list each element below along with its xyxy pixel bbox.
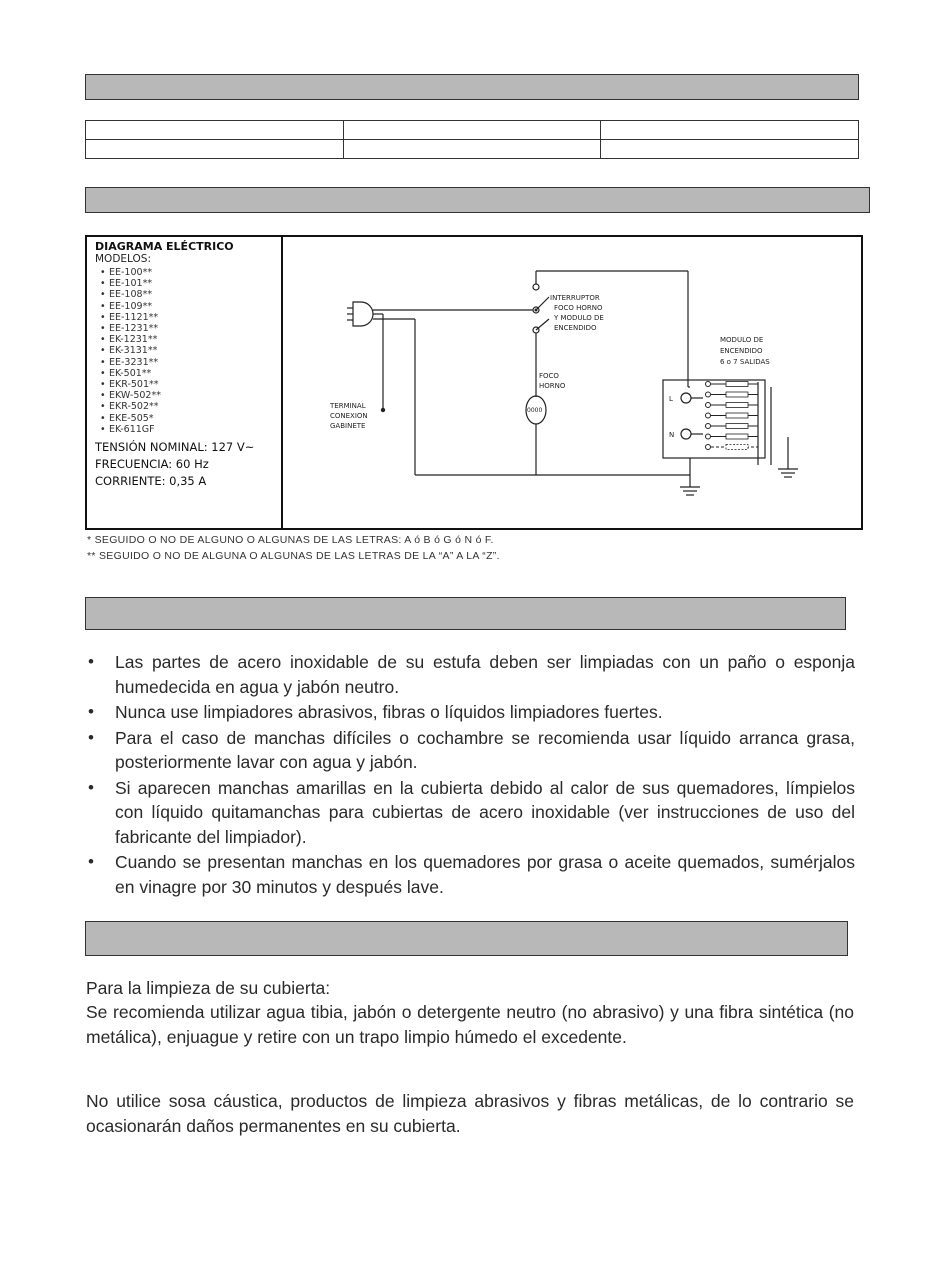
- switch-label-1: INTERRUPTOR: [550, 294, 600, 302]
- terminal-label-1: TERMINAL: [330, 402, 366, 410]
- specs-table: [85, 120, 859, 159]
- electrical-specs: [95, 439, 281, 490]
- terminal-label-2: CONEXION: [330, 412, 368, 420]
- diagram-info-panel: [87, 237, 283, 528]
- diagram-title: DIAGRAMA ELÉCTRICO: [95, 240, 234, 253]
- footnote-1: * SEGUIDO O NO DE ALGUNO O ALGUNAS DE LAS LETRAS: A ó B ó G ó N ó F.: [87, 534, 494, 546]
- module-output-resistor: [726, 445, 748, 450]
- module-l-label: L: [669, 395, 673, 403]
- section-header-bar-3: [85, 597, 846, 630]
- model-item: • EK-501**: [109, 368, 281, 379]
- section-header-bar-4: [85, 921, 848, 956]
- lamp-filament-text: 0000: [527, 407, 543, 414]
- models-label: MODELOS:: [95, 253, 151, 265]
- module-output-resistor: [726, 403, 748, 408]
- module-label-3: 6 o 7 SALIDAS: [720, 358, 770, 366]
- bullet-icon: •: [88, 777, 94, 797]
- list-item: [85, 700, 855, 725]
- model-item: • EE-1231**: [109, 323, 281, 334]
- model-item: • EK-1231**: [109, 334, 281, 345]
- wiring-schematic: [283, 237, 861, 528]
- footnote-2: ** SEGUIDO O NO DE ALGUNA O ALGUNAS DE LAS LETRAS DE LA “A” A LA “Z”.: [87, 550, 500, 562]
- table-cell: [86, 121, 344, 140]
- model-item: • EKW-502**: [109, 390, 281, 401]
- module-output-terminal: [706, 424, 711, 429]
- table-cell: [343, 121, 601, 140]
- cubierta-paragraph-2: No utilice sosa cáustica, productos de limpieza abrasivos y fibras metálicas, de lo contrario se ocasionarán daños permanentes en su cubierta.: [86, 1091, 854, 1136]
- module-output-resistor: [726, 382, 748, 387]
- section-header-bar-2: [85, 187, 870, 213]
- model-item: • EE-1121**: [109, 312, 281, 323]
- table-cell: [86, 140, 344, 159]
- switch-label-3: Y MODULO DE: [554, 314, 604, 322]
- model-item: • EKE-505*: [109, 413, 281, 424]
- cubierta-intro: Para la limpieza de su cubierta:: [86, 978, 331, 998]
- table-row: [86, 140, 859, 159]
- model-item: • EK-611GF: [109, 424, 281, 435]
- module-output-terminal: [706, 413, 711, 418]
- list-item-text: Cuando se presentan manchas en los quemadores por grasa o aceite quemados, sumérjalos en vinagre por 30 minutos y después lave.: [115, 852, 855, 897]
- table-cell: [601, 140, 859, 159]
- module-output-resistor: [726, 413, 748, 418]
- model-item: • EE-109**: [109, 301, 281, 312]
- module-label-1: MODULO DE: [720, 336, 764, 344]
- list-item: [85, 850, 855, 899]
- terminal-label-3: GABINETE: [330, 422, 366, 430]
- section-header-bar-1: [85, 74, 859, 100]
- corriente-text: CORRIENTE: 0,35 A: [95, 474, 207, 489]
- lamp-label-2: HORNO: [539, 382, 566, 390]
- switch-label-2: FOCO HORNO: [554, 304, 603, 312]
- frecuencia-text: FRECUENCIA: 60 Hz: [95, 457, 209, 472]
- list-item-text: Si aparecen manchas amarillas en la cubierta debido al calor de sus quemadores, límpielos con líquido quitamanchas para cubiertas de acero inoxidable (ver instrucciones de uso del fabricante del limpiador).: [115, 777, 855, 847]
- module-output-resistor: [726, 424, 748, 429]
- module-output-terminal: [706, 382, 711, 387]
- module-output-terminal: [706, 434, 711, 439]
- cubierta-paragraph-1: Se recomienda utilizar agua tibia, jabón o detergente neutro (no abrasivo) y una fibra sintética (no metálica), enjuague y retire con un trapo limpio húmedo el excedente.: [86, 1002, 854, 1047]
- electrical-diagram: [85, 235, 863, 530]
- list-item: [85, 776, 855, 850]
- model-item: • EE-100**: [109, 267, 281, 278]
- switch-label-4: ENCENDIDO: [554, 324, 597, 332]
- model-item: • EE-3231**: [109, 357, 281, 368]
- bullet-icon: •: [88, 727, 94, 747]
- module-output-resistor: [726, 392, 748, 397]
- module-output-terminal: [706, 445, 711, 450]
- model-item: • EKR-501**: [109, 379, 281, 390]
- list-item-text: Las partes de acero inoxidable de su estufa deben ser limpiadas con un paño o esponja humedecida en agua y jabón neutro.: [115, 652, 855, 697]
- lamp-label-1: FOCO: [539, 372, 559, 380]
- ignition-module-box: [663, 380, 765, 458]
- list-item-text: Nunca use limpiadores abrasivos, fibras o líquidos limpiadores fuertes.: [115, 702, 663, 722]
- module-output-terminal: [706, 392, 711, 397]
- list-item: [85, 726, 855, 775]
- bullet-icon: •: [88, 852, 94, 871]
- table-cell: [601, 121, 859, 140]
- model-item: • EE-101**: [109, 278, 281, 289]
- bullet-icon: •: [88, 702, 94, 721]
- model-item: • EK-3131**: [109, 345, 281, 356]
- plug-icon: [353, 302, 373, 326]
- models-list: [95, 267, 281, 435]
- module-output-terminal: [706, 403, 711, 408]
- table-row: [86, 121, 859, 140]
- module-output-resistor: [726, 434, 748, 439]
- model-item: • EKR-502**: [109, 401, 281, 412]
- table-cell: [343, 140, 601, 159]
- tension-text: TENSIÓN NOMINAL: 127 V~: [95, 440, 255, 455]
- list-item: [85, 650, 855, 699]
- cleaning-instructions-list: [85, 650, 855, 900]
- list-item-text: Para el caso de manchas difíciles o cochambre se recomienda usar líquido arranca grasa, posteriormente lavar con agua y jabón.: [115, 727, 855, 772]
- terminal-dot: [381, 408, 385, 412]
- module-n-label: N: [669, 431, 675, 439]
- bullet-icon: •: [88, 652, 94, 671]
- module-label-2: ENCENDIDO: [720, 347, 763, 355]
- model-item: • EE-108**: [109, 289, 281, 300]
